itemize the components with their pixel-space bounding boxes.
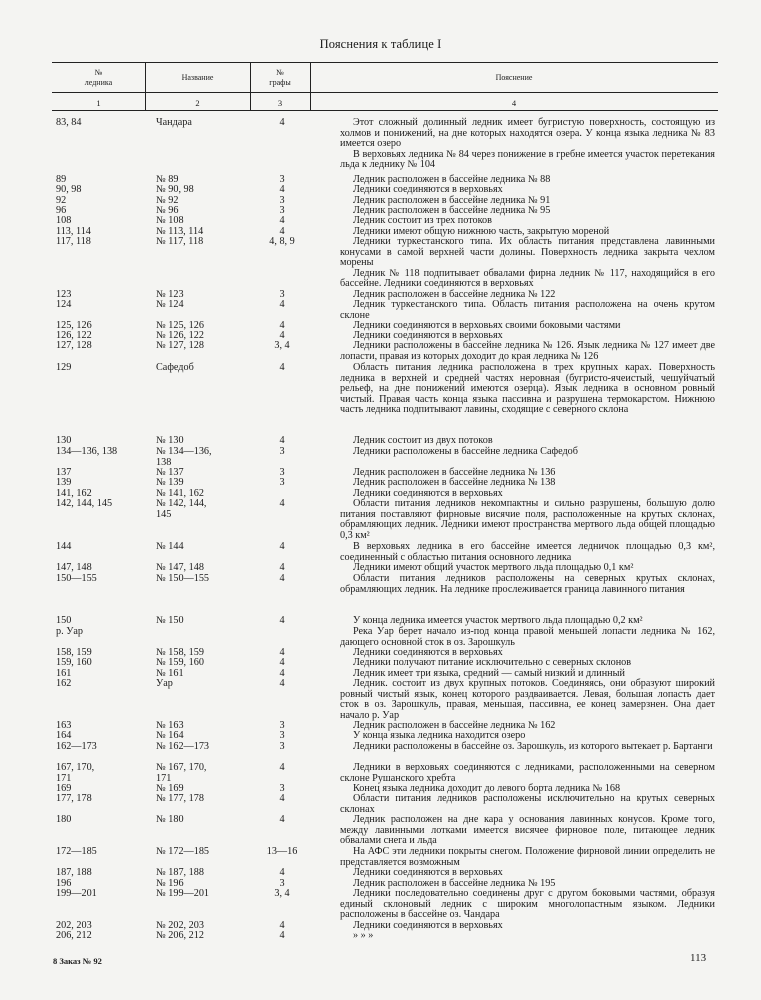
glacier-name-cell: № 163 [156,720,184,731]
glacier-number-cell: 180 [56,814,72,825]
glacier-number-cell: 96 [56,205,67,216]
graph-number-cell: 4 [279,435,285,446]
explanation-paragraph: Ледники расположены в бассейне оз. Зарошкуль, из которого вытекает р. Бартанги [353,741,713,752]
explanation-paragraph: Ледник туркестанского типа. Область питания расположена на очень крутом склоне [340,299,715,321]
graph-number-cell: 3 [279,174,285,185]
graph-number-cell: 3 [279,195,285,206]
glacier-name-cell: № 202, 203 [156,920,204,931]
graph-number-cell: 4 [279,299,285,310]
glacier-number-cell: 113, 114 [56,226,91,237]
glacier-number-cell: 90, 98 [56,184,82,195]
glacier-name-cell: № 130 [156,435,184,446]
glacier-number-cell: 89 [56,174,67,185]
glacier-name-cell: № 147, 148 [156,562,204,573]
glacier-name-cell: Сафедоб [156,362,194,373]
explanation-cell [340,216,715,227]
glacier-name-cell: № 177, 178 [156,793,204,804]
explanation-paragraph: Ледник расположен в бассейне ледника № 136 [353,467,556,478]
explanation-cell [340,847,715,868]
glacier-number-cell: 169 [56,783,72,794]
explanation-paragraph: » » » [353,930,374,941]
glacier-name-cell: № 158, 159 [156,647,204,658]
explanation-paragraph: В верховьях ледника № 84 через понижение в гребне имеется участок перетекания льда к леднику № 104 [340,148,715,170]
explanation-paragraph: Ледник состоит из трех потоков [353,215,492,226]
explanation-cell [340,237,715,290]
glacier-number-cell: 196 [56,878,72,889]
glacier-name-cell: № 125, 126 [156,320,204,331]
explanation-cell [340,742,715,753]
explanation-cell [340,185,715,196]
graph-number-cell: 4, 8, 9 [269,236,295,247]
explanation-paragraph: Конец языка ледника доходит до левого борта ледника № 168 [353,783,621,794]
glacier-name-cell: № 92 [156,195,179,206]
graph-number-cell: 4 [279,562,285,573]
explanation-paragraph: Ледники соединяются в верховьях [353,184,503,195]
graph-number-cell: 4 [279,573,285,584]
explanation-paragraph: В верховьях ледника в его бассейне имеется ледничок площадью 0,3 км², соединенный с областью питания основного ледника [340,541,715,563]
graph-number-cell: 13—16 [266,846,298,857]
graph-number-cell: 4 [279,920,285,931]
explanation-cell [340,627,715,648]
glacier-name-cell: № 159, 160 [156,657,204,668]
glacier-number-cell: 206, 212 [56,930,92,941]
glacier-number-cell: 158, 159 [56,647,92,658]
explanation-cell [340,658,715,669]
explanation-cell [340,815,715,847]
explanation-cell [340,499,715,541]
explanation-paragraph: Ледники туркестанского типа. Их область питания представлена лавинными конусами в самой верхней части долины. Поверхность ледника закрыта чехлом морены [340,236,715,268]
explanation-cell [340,763,715,784]
glacier-number-cell: 125, 126 [56,320,92,331]
graph-number-cell: 4 [279,117,285,128]
glacier-number-cell: 124 [56,299,72,310]
explanation-paragraph: Область питания ледника расположена в трех крупных карах. Поверхность ледника в верхней и средней частях неровная (бугристо-ячеистый, чешуйчатый рельеф, на дне понижений имеются озерца). Язык ледника в основном ровный чистый. Правая часть конца языка пассивна и разрушена термокарстом. Нижнюю часть ледника подпитывают лавины, сходящие с северного склона [340,362,715,415]
explanation-paragraph: Ледник состоит из двух потоков [353,435,493,446]
column-number-3: 3 [277,98,283,108]
explanation-paragraph: Ледник расположен в бассейне ледника № 88 [353,174,551,185]
glacier-number-cell: 167, 170, 171 [56,762,95,784]
graph-number-cell: 4 [279,330,285,341]
glacier-name-cell: № 206, 212 [156,930,204,941]
explanation-paragraph: Ледник расположен на дне кара у основания лавинных конусов. Кроме того, между лавинными лотками имеется висячее фирновое поле, питающее ледник обвалами снега и льда [340,814,715,846]
page-number: 113 [690,952,707,964]
header-name: Название [181,73,214,82]
glacier-number-cell: 162 [56,678,72,689]
glacier-number-cell: 108 [56,215,72,226]
graph-number-cell: 4 [279,615,285,626]
graph-number-cell: 3 [279,289,285,300]
glacier-number-cell: р. Уар [56,626,84,637]
graph-number-cell: 4 [279,498,285,509]
glacier-name-cell: № 150 [156,615,184,626]
explanation-paragraph: Ледники расположены в бассейне ледника № 126. Язык ледника № 127 имеет две лопасти, правая из которых доходит до края ледника № 126 [340,340,715,362]
glacier-number-cell: 161 [56,668,72,679]
glacier-number-cell: 83, 84 [56,117,82,128]
glacier-name-cell: Уар [156,678,173,689]
explanation-paragraph: У конца ледника имеется участок мертвого льда площадью 0,2 км² [353,615,643,626]
glacier-name-cell: № 113, 114 [156,226,204,237]
glacier-number-cell: 150 [56,615,72,626]
glacier-number-cell: 159, 160 [56,657,92,668]
explanation-paragraph: Река Уар берет начало из-под конца правой меньшей лопасти ледника № 162, дающего основной сток в оз. Зарошкуль [340,626,715,648]
glacier-name-cell: № 164 [156,730,184,741]
glacier-name-cell: № 162—173 [156,741,210,752]
glacier-name-cell: № 196 [156,878,184,889]
glacier-name-cell: № 199—201 [156,888,210,899]
explanation-paragraph: На АФС эти ледники покрыты снегом. Положение фирновой линии определить не представляется возможным [340,846,715,868]
graph-number-cell: 3 [279,720,285,731]
explanation-paragraph: Ледники соединяются в верховьях [353,920,503,931]
graph-number-cell: 3 [279,205,285,216]
explanation-paragraph: Ледники имеют общую нижнюю часть, закрытую мореной [353,226,610,237]
graph-number-cell: 4 [279,678,285,689]
glacier-number-cell: 117, 118 [56,236,91,247]
explanation-cell [340,616,715,627]
explanation-paragraph: Ледники получают питание исключительно с северных склонов [353,657,632,668]
explanation-cell [340,300,715,321]
glacier-number-cell: 164 [56,730,72,741]
glacier-name-cell: № 89 [156,174,179,185]
glacier-number-cell: 92 [56,195,67,206]
explanation-paragraph: Ледник расположен в бассейне ледника № 91 [353,195,551,206]
explanation-paragraph: Ледник расположен в бассейне ледника № 195 [353,878,556,889]
explanation-paragraph: Ледник № 118 подпитывает обвалами фирна ледник № 117, находящийся в его бассейне. Ледники соединяются в верховьях [340,267,715,289]
explanation-paragraph: Ледники последовательно соединены друг с другом боковыми частями, образуя единый склоновый ледник с широким многолопастным языком. Ледники расположены в бассейне оз. Чандара [340,888,715,920]
graph-number-cell: 4 [279,226,285,237]
explanation-paragraph: Ледники в верховьях соединяются с ледниками, расположенными на северном склоне Рушанского хребта [340,762,715,784]
glacier-number-cell: 187, 188 [56,867,92,878]
glacier-number-cell: 129 [56,362,72,373]
glacier-number-cell: 172—185 [56,846,97,857]
glacier-name-cell: № 123 [156,289,184,300]
explanation-cell [340,794,715,815]
glacier-number-cell: 162—173 [56,741,97,752]
graph-number-cell: 3 [279,783,285,794]
glacier-number-cell: 177, 178 [56,793,92,804]
glacier-name-cell: № 187, 188 [156,867,204,878]
graph-number-cell: 3 [279,446,285,457]
graph-number-cell: 3 [279,878,285,889]
glacier-name-cell: № 117, 118 [156,236,204,247]
graph-number-cell: 4 [279,793,285,804]
explanation-paragraph: Области питания ледников расположены исключительно на крутых северных склонах [340,793,715,815]
graph-number-cell: 4 [279,647,285,658]
graph-number-cell: 4 [279,930,285,941]
explanation-cell [340,868,715,879]
explanation-cell [340,679,715,721]
explanation-cell [340,478,715,489]
graph-number-cell: 3, 4 [274,340,290,351]
print-order-note: 8 Заказ № 92 [53,956,102,966]
graph-number-cell: 4 [279,668,285,679]
explanation-cell [340,931,715,942]
explanation-paragraph: Ледники соединяются в верховьях своими боковыми частями [353,320,621,331]
explanation-cell [340,563,715,574]
glacier-number-cell: 199—201 [56,888,97,899]
glacier-name-cell: № 141, 162 [156,488,204,499]
glacier-number-cell: 139 [56,477,72,488]
explanation-paragraph: Ледники расположены в бассейне ледника Сафедоб [353,446,578,457]
glacier-number-cell: 130 [56,435,72,446]
glacier-number-cell: 141, 162 [56,488,92,499]
glacier-name-cell: № 161 [156,668,184,679]
glacier-number-cell: 147, 148 [56,562,92,573]
explanation-paragraph: Ледник расположен в бассейне ледника № 95 [353,205,551,216]
graph-number-cell: 4 [279,762,285,773]
glacier-name-cell: № 124 [156,299,184,310]
glacier-name-cell: № 137 [156,467,184,478]
explanation-paragraph: Области питания ледников некомпактны и сильно разрушены, большую долю питания поставляют фирновые висячие поля, расположенные на крутых склонах, обрамляющих ледник. Ледники имеют пространства мертвого льда общей площадью 0,3 км² [340,498,715,541]
explanation-paragraph: У конца языка ледника находится озеро [353,730,526,741]
glacier-name-cell: № 180 [156,814,184,825]
graph-number-cell: 4 [279,184,285,195]
explanation-paragraph: Ледники соединяются в верховьях [353,647,503,658]
explanation-cell [340,436,715,447]
explanation-paragraph: Ледник расположен в бассейне ледника № 122 [353,289,556,300]
glacier-number-cell: 202, 203 [56,920,92,931]
glacier-name-cell: № 108 [156,215,184,226]
explanation-paragraph: Ледник расположен в бассейне ледника № 138 [353,477,556,488]
glacier-name-cell: № 127, 128 [156,340,204,351]
header-explanation: Пояснение [495,73,533,82]
glacier-name-cell: № 172—185 [156,846,210,857]
glacier-name-cell: Чандара [156,117,192,128]
page-title: Пояснения к таблице I [319,37,442,51]
graph-number-cell: 3 [279,730,285,741]
explanation-cell [340,889,715,921]
graph-number-cell: 4 [279,320,285,331]
glacier-name-cell: № 167, 170, 171 [156,762,207,784]
explanation-paragraph: Ледники имеют общий участок мертвого льда площадью 0,1 км² [353,562,634,573]
glacier-name-cell: № 96 [156,205,179,216]
glacier-number-cell: 127, 128 [56,340,92,351]
explanation-cell [340,921,715,932]
explanation-cell [340,341,715,362]
explanation-cell [340,447,715,458]
graph-number-cell: 4 [279,362,285,373]
explanation-cell [340,731,715,742]
graph-number-cell: 3 [279,741,285,752]
glacier-number-cell: 150—155 [56,573,97,584]
glacier-name-cell: № 169 [156,783,184,794]
glacier-number-cell: 142, 144, 145 [56,498,113,509]
explanation-cell [340,118,715,171]
graph-number-cell: 4 [279,541,285,552]
header-graph-number: № графы [269,68,291,87]
graph-number-cell: 4 [279,814,285,825]
graph-number-cell: 4 [279,657,285,668]
explanation-paragraph: Ледники соединяются в верховьях [353,488,503,499]
explanation-cell [340,542,715,563]
explanation-paragraph: Области питания ледников расположены на северных крутых склонах, обрамляющих ледник. На леднике прослеживается граница лавинного питания [340,573,715,595]
glacier-number-cell: 134—136, 138 [56,446,118,457]
graph-number-cell: 3 [279,477,285,488]
graph-number-cell: 4 [279,215,285,226]
explanation-paragraph: Ледники соединяются в верховьях [353,330,503,341]
explanation-paragraph: Ледник. состоит из двух крупных потоков. Соединяясь, они образуют широкий ровный чистый язык, конец которого раздваивается. Левая, большая лопасть дает сток в оз. Зарошкуль, правая, меньшая, пассивна, ее конец замерзнен. Она дает начало р. Уар [340,678,715,721]
glacier-name-cell: № 139 [156,477,184,488]
glacier-number-cell: 144 [56,541,72,552]
graph-number-cell: 4 [279,867,285,878]
header-glacier-number: № ледника [84,68,113,87]
glacier-number-cell: 123 [56,289,72,300]
glacier-name-cell: № 134—136, 138 [156,446,212,468]
explanation-paragraph: Этот сложный долинный ледник имеет бугристую поверхность, состоящую из холмов и понижений, на дне которых находятся озера. У конца языка ледника № 83 имеется озеро [340,117,715,149]
column-number-1: 1 [96,98,101,108]
explanation-paragraph: Ледник имеет три языка, средний — самый низкий и длинный [353,668,625,679]
glacier-name-cell: № 144 [156,541,184,552]
explanation-paragraph: Ледники соединяются в верховьях [353,867,503,878]
glacier-name-cell: № 126, 122 [156,330,204,341]
graph-number-cell: 3, 4 [274,888,290,899]
glacier-name-cell: № 90, 98 [156,184,194,195]
glacier-name-cell: № 142, 144, 145 [156,498,207,520]
glacier-number-cell: 163 [56,720,72,731]
column-number-4: 4 [511,98,517,108]
glacier-number-cell: 137 [56,467,72,478]
explanation-paragraph: Ледник расположен в бассейне ледника № 162 [353,720,556,731]
glacier-name-cell: № 150—155 [156,573,210,584]
explanation-cell [340,363,715,416]
column-number-2: 2 [195,98,200,108]
graph-number-cell: 3 [279,467,285,478]
glacier-number-cell: 126, 122 [56,330,92,341]
explanation-cell [340,574,715,595]
